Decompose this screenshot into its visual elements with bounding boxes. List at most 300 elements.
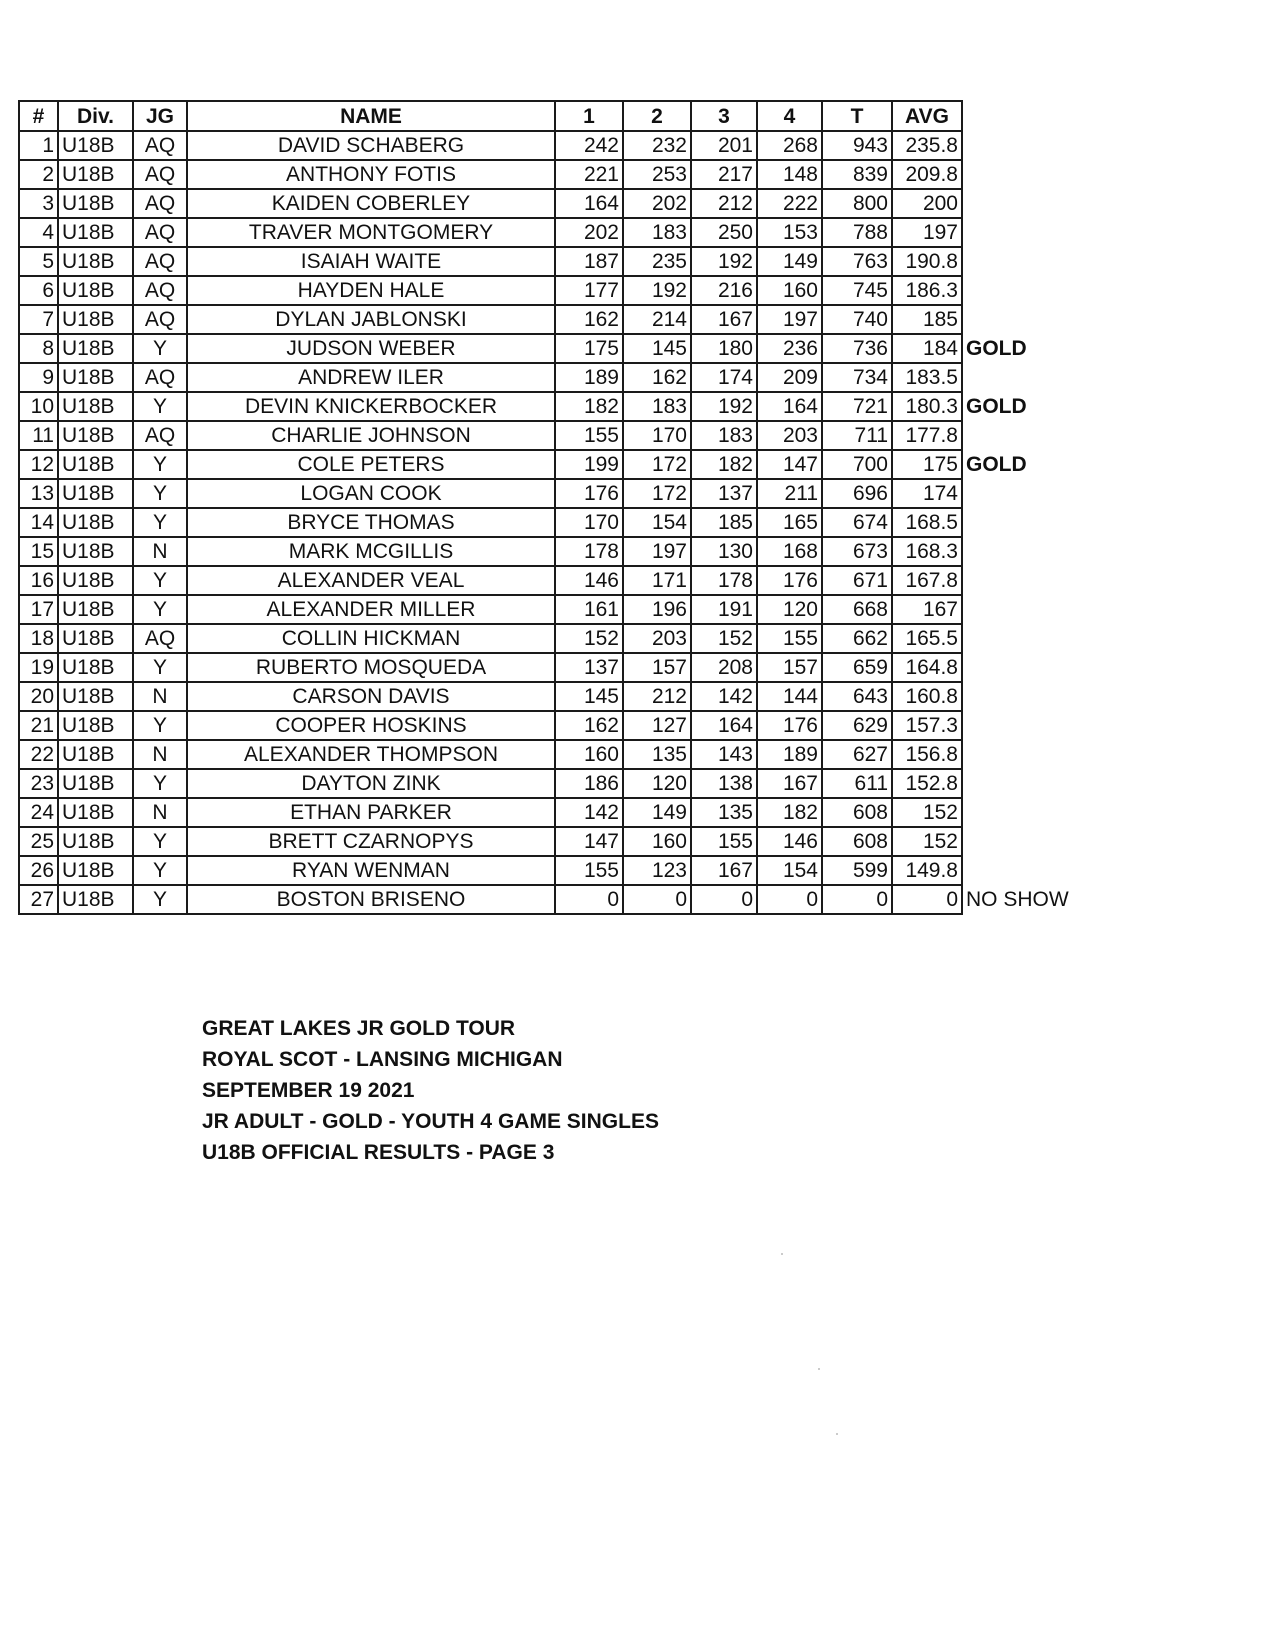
row-game-4: 149 bbox=[757, 247, 822, 276]
row-total: 711 bbox=[822, 421, 892, 450]
row-jg: AQ bbox=[133, 624, 187, 653]
row-number: 6 bbox=[19, 276, 58, 305]
row-average: 152 bbox=[892, 798, 962, 827]
row-game-3: 201 bbox=[691, 131, 757, 160]
row-bowler-name: ALEXANDER VEAL bbox=[187, 566, 555, 595]
row-average: 160.8 bbox=[892, 682, 962, 711]
scan-speck bbox=[781, 1253, 783, 1255]
row-note: GOLD bbox=[966, 395, 1027, 418]
row-number: 9 bbox=[19, 363, 58, 392]
row-game-1: 146 bbox=[555, 566, 623, 595]
table-row bbox=[19, 682, 1072, 711]
row-jg: AQ bbox=[133, 363, 187, 392]
row-jg: AQ bbox=[133, 160, 187, 189]
row-game-4: 147 bbox=[757, 450, 822, 479]
row-bowler-name: DAYTON ZINK bbox=[187, 769, 555, 798]
row-game-1: 189 bbox=[555, 363, 623, 392]
row-number: 4 bbox=[19, 218, 58, 247]
row-bowler-name: COLLIN HICKMAN bbox=[187, 624, 555, 653]
row-bowler-name: RUBERTO MOSQUEDA bbox=[187, 653, 555, 682]
row-note bbox=[962, 131, 1072, 160]
table-row bbox=[19, 537, 1072, 566]
row-division: U18B bbox=[58, 450, 133, 479]
row-average: 174 bbox=[892, 479, 962, 508]
row-division: U18B bbox=[58, 276, 133, 305]
table-row bbox=[19, 653, 1072, 682]
row-game-3: 208 bbox=[691, 653, 757, 682]
row-game-2: 149 bbox=[623, 798, 691, 827]
row-note: GOLD bbox=[966, 337, 1027, 360]
row-game-4: 120 bbox=[757, 595, 822, 624]
row-division: U18B bbox=[58, 595, 133, 624]
row-number: 15 bbox=[19, 537, 58, 566]
row-total: 673 bbox=[822, 537, 892, 566]
row-game-1: 161 bbox=[555, 595, 623, 624]
row-game-2: 123 bbox=[623, 856, 691, 885]
row-note bbox=[962, 479, 1072, 508]
row-jg: AQ bbox=[133, 131, 187, 160]
row-division: U18B bbox=[58, 624, 133, 653]
row-game-4: 146 bbox=[757, 827, 822, 856]
row-jg: N bbox=[133, 537, 187, 566]
row-game-3: 164 bbox=[691, 711, 757, 740]
row-game-3: 167 bbox=[691, 856, 757, 885]
row-jg: N bbox=[133, 798, 187, 827]
table-row bbox=[19, 827, 1072, 856]
row-game-4: 160 bbox=[757, 276, 822, 305]
row-note bbox=[962, 189, 1072, 218]
row-jg: Y bbox=[133, 769, 187, 798]
row-number: 5 bbox=[19, 247, 58, 276]
row-total: 627 bbox=[822, 740, 892, 769]
row-game-2: 172 bbox=[623, 479, 691, 508]
row-division: U18B bbox=[58, 160, 133, 189]
table-row bbox=[19, 885, 1072, 914]
row-game-1: 152 bbox=[555, 624, 623, 653]
row-jg: N bbox=[133, 682, 187, 711]
row-game-1: 145 bbox=[555, 682, 623, 711]
table-row bbox=[19, 856, 1072, 885]
row-game-2: 171 bbox=[623, 566, 691, 595]
row-game-2: 127 bbox=[623, 711, 691, 740]
row-game-3: 217 bbox=[691, 160, 757, 189]
scan-speck bbox=[818, 1368, 820, 1370]
row-total: 643 bbox=[822, 682, 892, 711]
row-division: U18B bbox=[58, 334, 133, 363]
row-number: 7 bbox=[19, 305, 58, 334]
table-row bbox=[19, 276, 1072, 305]
col-header-jg: JG bbox=[133, 101, 187, 131]
row-number: 26 bbox=[19, 856, 58, 885]
row-game-1: 0 bbox=[555, 885, 623, 914]
row-bowler-name: KAIDEN COBERLEY bbox=[187, 189, 555, 218]
row-number: 25 bbox=[19, 827, 58, 856]
row-game-1: 142 bbox=[555, 798, 623, 827]
table-row bbox=[19, 334, 1072, 363]
row-game-3: 182 bbox=[691, 450, 757, 479]
row-game-2: 120 bbox=[623, 769, 691, 798]
row-game-4: 155 bbox=[757, 624, 822, 653]
row-division: U18B bbox=[58, 421, 133, 450]
row-game-3: 167 bbox=[691, 305, 757, 334]
row-total: 763 bbox=[822, 247, 892, 276]
row-division: U18B bbox=[58, 798, 133, 827]
row-note bbox=[962, 566, 1072, 595]
row-game-4: 211 bbox=[757, 479, 822, 508]
row-division: U18B bbox=[58, 479, 133, 508]
row-total: 668 bbox=[822, 595, 892, 624]
table-row bbox=[19, 305, 1072, 334]
row-average: 186.3 bbox=[892, 276, 962, 305]
row-bowler-name: CARSON DAVIS bbox=[187, 682, 555, 711]
row-total: 943 bbox=[822, 131, 892, 160]
event-results-page: U18B OFFICIAL RESULTS - PAGE 3 bbox=[202, 1141, 555, 1164]
row-number: 17 bbox=[19, 595, 58, 624]
row-game-2: 202 bbox=[623, 189, 691, 218]
row-game-3: 174 bbox=[691, 363, 757, 392]
col-header-note-spacer bbox=[962, 101, 1072, 131]
table-row bbox=[19, 421, 1072, 450]
row-number: 22 bbox=[19, 740, 58, 769]
row-total: 800 bbox=[822, 189, 892, 218]
row-bowler-name: BOSTON BRISENO bbox=[187, 885, 555, 914]
row-game-2: 232 bbox=[623, 131, 691, 160]
row-number: 8 bbox=[19, 334, 58, 363]
row-game-2: 253 bbox=[623, 160, 691, 189]
row-game-2: 170 bbox=[623, 421, 691, 450]
row-game-4: 164 bbox=[757, 392, 822, 421]
header-row bbox=[19, 101, 1072, 131]
row-game-3: 0 bbox=[691, 885, 757, 914]
row-game-4: 167 bbox=[757, 769, 822, 798]
row-game-3: 155 bbox=[691, 827, 757, 856]
row-game-1: 199 bbox=[555, 450, 623, 479]
row-game-3: 250 bbox=[691, 218, 757, 247]
event-venue: ROYAL SCOT - LANSING MICHIGAN bbox=[202, 1048, 563, 1071]
row-game-1: 160 bbox=[555, 740, 623, 769]
row-number: 16 bbox=[19, 566, 58, 595]
row-game-1: 137 bbox=[555, 653, 623, 682]
row-jg: AQ bbox=[133, 247, 187, 276]
row-total: 700 bbox=[822, 450, 892, 479]
row-number: 27 bbox=[19, 885, 58, 914]
row-game-3: 178 bbox=[691, 566, 757, 595]
row-total: 745 bbox=[822, 276, 892, 305]
row-game-1: 221 bbox=[555, 160, 623, 189]
row-game-4: 176 bbox=[757, 711, 822, 740]
row-bowler-name: BRYCE THOMAS bbox=[187, 508, 555, 537]
row-average: 165.5 bbox=[892, 624, 962, 653]
table-row bbox=[19, 798, 1072, 827]
row-average: 164.8 bbox=[892, 653, 962, 682]
table-row bbox=[19, 711, 1072, 740]
row-average: 185 bbox=[892, 305, 962, 334]
row-game-4: 176 bbox=[757, 566, 822, 595]
row-game-1: 162 bbox=[555, 305, 623, 334]
row-note bbox=[962, 682, 1072, 711]
row-jg: Y bbox=[133, 827, 187, 856]
row-game-3: 192 bbox=[691, 392, 757, 421]
row-note bbox=[962, 508, 1072, 537]
row-number: 13 bbox=[19, 479, 58, 508]
row-number: 2 bbox=[19, 160, 58, 189]
row-total: 839 bbox=[822, 160, 892, 189]
row-game-1: 202 bbox=[555, 218, 623, 247]
row-jg: AQ bbox=[133, 189, 187, 218]
row-division: U18B bbox=[58, 218, 133, 247]
results-table-body bbox=[19, 131, 1072, 914]
col-header-game-2: 2 bbox=[623, 101, 691, 131]
row-bowler-name: RYAN WENMAN bbox=[187, 856, 555, 885]
row-game-4: 148 bbox=[757, 160, 822, 189]
row-game-3: 183 bbox=[691, 421, 757, 450]
row-jg: Y bbox=[133, 885, 187, 914]
row-average: 184 bbox=[892, 334, 962, 363]
row-game-4: 189 bbox=[757, 740, 822, 769]
row-game-2: 197 bbox=[623, 537, 691, 566]
row-game-2: 135 bbox=[623, 740, 691, 769]
row-total: 674 bbox=[822, 508, 892, 537]
col-header-number: # bbox=[19, 101, 58, 131]
row-note bbox=[962, 218, 1072, 247]
row-note bbox=[962, 276, 1072, 305]
row-division: U18B bbox=[58, 711, 133, 740]
row-total: 721 bbox=[822, 392, 892, 421]
row-game-2: 160 bbox=[623, 827, 691, 856]
col-header-game-3: 3 bbox=[691, 101, 757, 131]
row-game-3: 138 bbox=[691, 769, 757, 798]
row-game-3: 152 bbox=[691, 624, 757, 653]
row-game-2: 196 bbox=[623, 595, 691, 624]
row-bowler-name: ANDREW ILER bbox=[187, 363, 555, 392]
row-jg: Y bbox=[133, 595, 187, 624]
row-average: 157.3 bbox=[892, 711, 962, 740]
row-game-3: 212 bbox=[691, 189, 757, 218]
row-division: U18B bbox=[58, 131, 133, 160]
table-row bbox=[19, 131, 1072, 160]
row-total: 671 bbox=[822, 566, 892, 595]
row-bowler-name: ALEXANDER THOMPSON bbox=[187, 740, 555, 769]
row-note bbox=[962, 624, 1072, 653]
table-row bbox=[19, 595, 1072, 624]
row-jg: Y bbox=[133, 334, 187, 363]
row-note bbox=[962, 827, 1072, 856]
row-game-1: 242 bbox=[555, 131, 623, 160]
table-row bbox=[19, 740, 1072, 769]
row-total: 659 bbox=[822, 653, 892, 682]
row-number: 12 bbox=[19, 450, 58, 479]
row-average: 156.8 bbox=[892, 740, 962, 769]
row-game-1: 182 bbox=[555, 392, 623, 421]
row-game-3: 180 bbox=[691, 334, 757, 363]
row-average: 0 bbox=[892, 885, 962, 914]
row-jg: AQ bbox=[133, 305, 187, 334]
row-average: 197 bbox=[892, 218, 962, 247]
row-jg: Y bbox=[133, 711, 187, 740]
row-bowler-name: BRETT CZARNOPYS bbox=[187, 827, 555, 856]
row-game-3: 191 bbox=[691, 595, 757, 624]
col-header-name: NAME bbox=[187, 101, 555, 131]
table-row bbox=[19, 450, 1072, 479]
row-number: 24 bbox=[19, 798, 58, 827]
row-total: 740 bbox=[822, 305, 892, 334]
row-game-4: 144 bbox=[757, 682, 822, 711]
col-header-total: T bbox=[822, 101, 892, 131]
row-average: 180.3 bbox=[892, 392, 962, 421]
row-total: 608 bbox=[822, 827, 892, 856]
row-game-2: 183 bbox=[623, 392, 691, 421]
row-jg: Y bbox=[133, 479, 187, 508]
table-row bbox=[19, 392, 1072, 421]
row-division: U18B bbox=[58, 537, 133, 566]
row-division: U18B bbox=[58, 305, 133, 334]
row-average: 177.8 bbox=[892, 421, 962, 450]
row-number: 3 bbox=[19, 189, 58, 218]
row-jg: AQ bbox=[133, 218, 187, 247]
row-total: 788 bbox=[822, 218, 892, 247]
row-average: 149.8 bbox=[892, 856, 962, 885]
row-average: 168.5 bbox=[892, 508, 962, 537]
row-average: 183.5 bbox=[892, 363, 962, 392]
row-note bbox=[962, 160, 1072, 189]
row-note: GOLD bbox=[966, 453, 1027, 476]
results-table bbox=[18, 100, 1073, 915]
row-note bbox=[962, 537, 1072, 566]
table-row bbox=[19, 479, 1072, 508]
row-total: 734 bbox=[822, 363, 892, 392]
col-header-game-1: 1 bbox=[555, 101, 623, 131]
row-game-1: 178 bbox=[555, 537, 623, 566]
table-row bbox=[19, 160, 1072, 189]
row-game-2: 212 bbox=[623, 682, 691, 711]
row-game-4: 203 bbox=[757, 421, 822, 450]
row-division: U18B bbox=[58, 247, 133, 276]
row-average: 152.8 bbox=[892, 769, 962, 798]
row-division: U18B bbox=[58, 769, 133, 798]
row-jg: Y bbox=[133, 653, 187, 682]
row-number: 11 bbox=[19, 421, 58, 450]
row-game-1: 155 bbox=[555, 856, 623, 885]
row-game-4: 153 bbox=[757, 218, 822, 247]
results-table-container bbox=[18, 100, 1073, 915]
row-game-2: 145 bbox=[623, 334, 691, 363]
row-average: 235.8 bbox=[892, 131, 962, 160]
row-game-1: 177 bbox=[555, 276, 623, 305]
row-game-2: 214 bbox=[623, 305, 691, 334]
row-game-2: 172 bbox=[623, 450, 691, 479]
row-bowler-name: DYLAN JABLONSKI bbox=[187, 305, 555, 334]
row-game-3: 192 bbox=[691, 247, 757, 276]
row-game-1: 186 bbox=[555, 769, 623, 798]
row-game-3: 216 bbox=[691, 276, 757, 305]
row-game-3: 137 bbox=[691, 479, 757, 508]
row-division: U18B bbox=[58, 827, 133, 856]
row-game-2: 157 bbox=[623, 653, 691, 682]
row-game-4: 197 bbox=[757, 305, 822, 334]
event-date: SEPTEMBER 19 2021 bbox=[202, 1079, 415, 1102]
row-game-1: 155 bbox=[555, 421, 623, 450]
row-jg: N bbox=[133, 740, 187, 769]
row-bowler-name: HAYDEN HALE bbox=[187, 276, 555, 305]
row-bowler-name: LOGAN COOK bbox=[187, 479, 555, 508]
row-game-1: 175 bbox=[555, 334, 623, 363]
row-jg: AQ bbox=[133, 276, 187, 305]
row-total: 0 bbox=[822, 885, 892, 914]
row-number: 18 bbox=[19, 624, 58, 653]
row-bowler-name: MARK MCGILLIS bbox=[187, 537, 555, 566]
row-game-1: 162 bbox=[555, 711, 623, 740]
table-row bbox=[19, 189, 1072, 218]
row-division: U18B bbox=[58, 392, 133, 421]
row-number: 21 bbox=[19, 711, 58, 740]
row-number: 14 bbox=[19, 508, 58, 537]
row-bowler-name: COLE PETERS bbox=[187, 450, 555, 479]
row-bowler-name: DEVIN KNICKERBOCKER bbox=[187, 392, 555, 421]
row-division: U18B bbox=[58, 363, 133, 392]
row-note bbox=[962, 856, 1072, 885]
row-average: 152 bbox=[892, 827, 962, 856]
row-total: 662 bbox=[822, 624, 892, 653]
row-total: 608 bbox=[822, 798, 892, 827]
row-bowler-name: COOPER HOSKINS bbox=[187, 711, 555, 740]
row-game-2: 154 bbox=[623, 508, 691, 537]
row-bowler-name: TRAVER MONTGOMERY bbox=[187, 218, 555, 247]
row-bowler-name: ANTHONY FOTIS bbox=[187, 160, 555, 189]
row-game-3: 130 bbox=[691, 537, 757, 566]
row-note bbox=[962, 740, 1072, 769]
row-average: 167.8 bbox=[892, 566, 962, 595]
row-jg: Y bbox=[133, 450, 187, 479]
scan-speck bbox=[836, 1433, 838, 1435]
row-game-4: 222 bbox=[757, 189, 822, 218]
col-header-division: Div. bbox=[58, 101, 133, 131]
row-game-3: 142 bbox=[691, 682, 757, 711]
row-average: 175 bbox=[892, 450, 962, 479]
row-game-1: 147 bbox=[555, 827, 623, 856]
table-row bbox=[19, 508, 1072, 537]
row-note bbox=[962, 653, 1072, 682]
row-game-3: 143 bbox=[691, 740, 757, 769]
col-header-average: AVG bbox=[892, 101, 962, 131]
row-game-2: 162 bbox=[623, 363, 691, 392]
table-row bbox=[19, 218, 1072, 247]
row-jg: AQ bbox=[133, 421, 187, 450]
row-jg: Y bbox=[133, 508, 187, 537]
row-number: 1 bbox=[19, 131, 58, 160]
table-row bbox=[19, 363, 1072, 392]
event-info-block bbox=[202, 1013, 659, 1168]
row-note bbox=[962, 798, 1072, 827]
event-description: JR ADULT - GOLD - YOUTH 4 GAME SINGLES bbox=[202, 1110, 659, 1133]
row-bowler-name: DAVID SCHABERG bbox=[187, 131, 555, 160]
row-division: U18B bbox=[58, 682, 133, 711]
row-note: NO SHOW bbox=[966, 888, 1069, 911]
row-number: 20 bbox=[19, 682, 58, 711]
row-average: 200 bbox=[892, 189, 962, 218]
row-game-4: 165 bbox=[757, 508, 822, 537]
row-number: 23 bbox=[19, 769, 58, 798]
row-game-1: 170 bbox=[555, 508, 623, 537]
row-note bbox=[962, 769, 1072, 798]
row-number: 10 bbox=[19, 392, 58, 421]
row-game-4: 0 bbox=[757, 885, 822, 914]
row-bowler-name: ETHAN PARKER bbox=[187, 798, 555, 827]
row-bowler-name: ISAIAH WAITE bbox=[187, 247, 555, 276]
row-note bbox=[962, 421, 1072, 450]
row-game-4: 182 bbox=[757, 798, 822, 827]
row-game-1: 164 bbox=[555, 189, 623, 218]
row-game-2: 203 bbox=[623, 624, 691, 653]
